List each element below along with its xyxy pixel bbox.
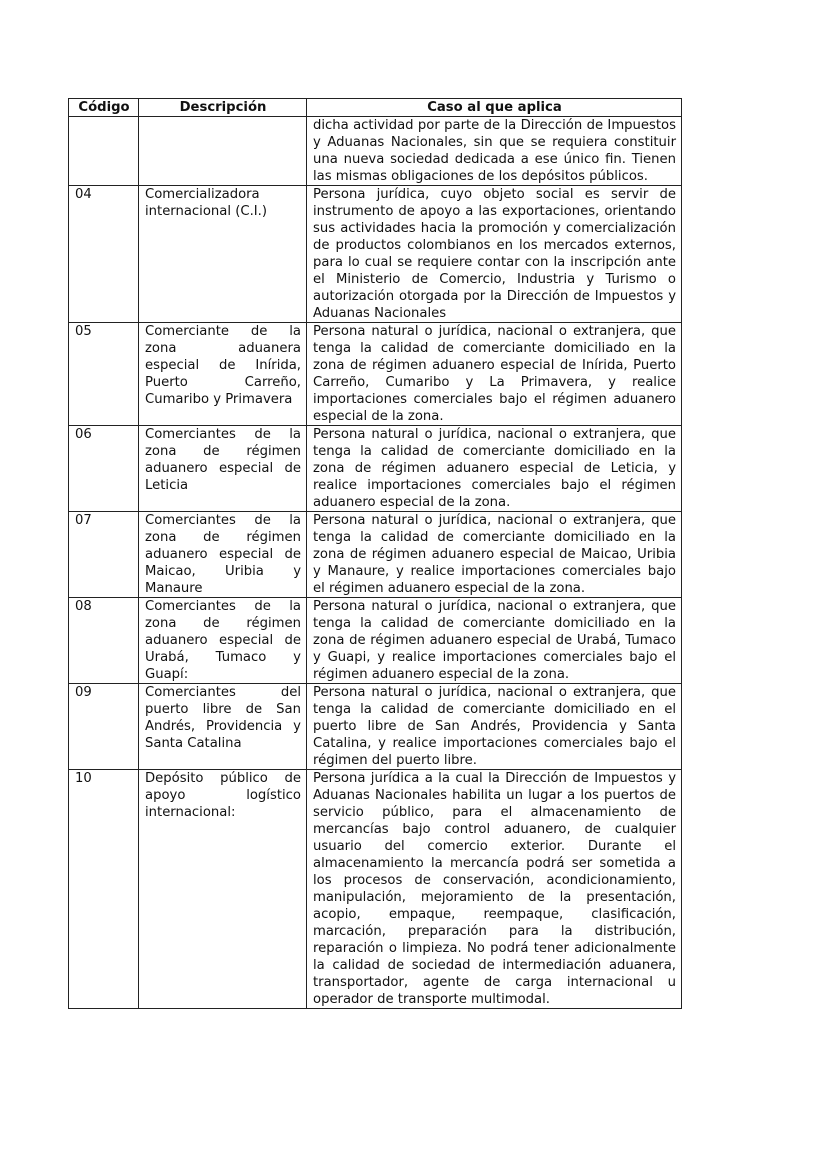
cell-description: Comerciante de la zona aduanera especial de Inírida, Puerto Carreño, Cumaribo y Primavera	[139, 323, 307, 426]
cell-case: Persona natural o jurídica, nacional o extranjera, que tenga la calidad de comerciante domiciliado en la zona de régimen aduanero especial de Urabá, Tumaco y Guapi, y realice importaciones comerciales bajo el régimen aduanero especial de la zona.	[307, 598, 682, 684]
table-row	[69, 117, 682, 186]
cell-code: 08	[69, 598, 139, 684]
table-row	[69, 598, 682, 684]
user-codes-table	[68, 98, 682, 1009]
cell-description	[139, 117, 307, 186]
cell-code: 06	[69, 426, 139, 512]
cell-description: Comercializadora internacional (C.I.)	[139, 186, 307, 323]
table-header-row	[69, 99, 682, 117]
cell-case: dicha actividad por parte de la Dirección de Impuestos y Aduanas Nacionales, sin que se requiera constituir una nueva sociedad dedicada a ese único fin. Tienen las mismas obligaciones de los depósitos públicos.	[307, 117, 682, 186]
table-row	[69, 770, 682, 1009]
cell-code: 05	[69, 323, 139, 426]
cell-code: 10	[69, 770, 139, 1009]
header-codigo: Código	[69, 99, 139, 117]
cell-case: Persona natural o jurídica, nacional o extranjera, que tenga la calidad de comerciante domiciliado en la zona de régimen aduanero especial de Leticia, y realice importaciones comerciales bajo el régimen aduanero especial de la zona.	[307, 426, 682, 512]
cell-case: Persona natural o jurídica, nacional o extranjera, que tenga la calidad de comerciante domiciliado en la zona de régimen aduanero especial de Maicao, Uribia y Manaure, y realice importaciones comerciales bajo el régimen aduanero especial de la zona.	[307, 512, 682, 598]
cell-code	[69, 117, 139, 186]
table-row	[69, 426, 682, 512]
table-row	[69, 512, 682, 598]
cell-code: 07	[69, 512, 139, 598]
cell-description: Comerciantes de la zona de régimen aduanero especial de Leticia	[139, 426, 307, 512]
cell-case: Persona natural o jurídica, nacional o extranjera, que tenga la calidad de comerciante domiciliado en el puerto libre de San Andrés, Providencia y Santa Catalina, y realice importaciones comerciales bajo el régimen del puerto libre.	[307, 684, 682, 770]
cell-description: Comerciantes de la zona de régimen aduanero especial de Maicao, Uribia y Manaure	[139, 512, 307, 598]
cell-description: Comerciantes del puerto libre de San Andrés, Providencia y Santa Catalina	[139, 684, 307, 770]
table-row	[69, 186, 682, 323]
cell-code: 09	[69, 684, 139, 770]
cell-case: Persona natural o jurídica, nacional o extranjera, que tenga la calidad de comerciante domiciliado en la zona de régimen aduanero especial de Inírida, Puerto Carreño, Cumaribo y La Primavera, y realice importaciones comerciales bajo el régimen aduanero especial de la zona.	[307, 323, 682, 426]
cell-description: Depósito público de apoyo logístico internacional:	[139, 770, 307, 1009]
cell-case: Persona jurídica a la cual la Dirección de Impuestos y Aduanas Nacionales habilita un lugar a los puertos de servicio público, para el almacenamiento de mercancías bajo control aduanero, de cualquier usuario del comercio exterior. Durante el almacenamiento la mercancía podrá ser sometida a los procesos de conservación, acondicionamiento, manipulación, mejoramiento de la presentación, acopio, empaque, reempaque, clasificación, marcación, preparación para la distribución, reparación o limpieza. No podrá tener adicionalmente la calidad de sociedad de intermediación aduanera, transportador, agente de carga internacional u operador de transporte multimodal.	[307, 770, 682, 1009]
table-row	[69, 684, 682, 770]
header-caso: Caso al que aplica	[307, 99, 682, 117]
cell-code: 04	[69, 186, 139, 323]
table-row	[69, 323, 682, 426]
header-descripcion: Descripción	[139, 99, 307, 117]
cell-case: Persona jurídica, cuyo objeto social es servir de instrumento de apoyo a las exportaciones, orientando sus actividades hacia la promoción y comercialización de productos colombianos en los mercados externos, para lo cual se requiere contar con la inscripción ante el Ministerio de Comercio, Industria y Turismo o autorización otorgada por la Dirección de Impuestos y Aduanas Nacionales	[307, 186, 682, 323]
cell-description: Comerciantes de la zona de régimen aduanero especial de Urabá, Tumaco y Guapí:	[139, 598, 307, 684]
